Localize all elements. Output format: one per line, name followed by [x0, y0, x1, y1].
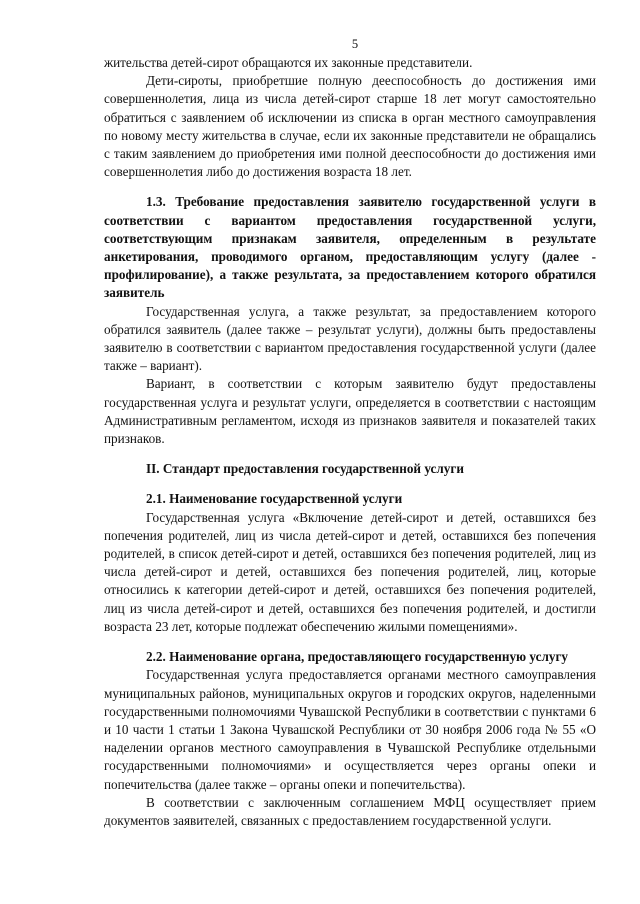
paragraph-variant-determination: Вариант, в соответствии с которым заявителю будут предоставлены государственная услуга и результат услуги, определяется в соответствии с настоящим Административным регламентом, исходя из признаков заявителя и показателей таких признаков.: [104, 376, 596, 447]
paragraph-providing-authority: Государственная услуга предоставляется органами местного самоуправления муниципальных районов, муниципальных округов и городских округов, наделенными государственными полномочиями Чувашской Республики в соответствии с пунктами 6 и 10 части 1 статьи 1 Закона Чувашской Республики от 30 ноября 2006 года № 55 «О наделении органов местного самоуправления в Чувашской Республике отдельными государственными полномочиями» и осуществляется через органы опеки и попечительства (далее также – органы опеки и попечительства).: [104, 667, 596, 792]
paragraph-service-name: Государственная услуга «Включение детей-сирот и детей, оставшихся без попечения родителей, лиц из числа детей-сирот и детей, оставшихся без попечения родителей, в список детей-сирот и детей, оставшихся без попечения родителей, лиц из числа детей-сирот и детей, оставшихся без попечения родителей, лиц, которые относились к категории детей-сирот и детей, оставшихся без попечения родителей, лиц из числа детей-сирот и детей, оставшихся без попечения родителей, и достигли возраста 23 лет, которые подлежат обеспечению жилыми помещениями».: [104, 509, 596, 634]
section-heading-2-2: 2.2. Наименование органа, предоставляющего государственную услугу: [146, 649, 569, 665]
page-number: 5: [351, 37, 359, 51]
paragraph-mfc-agreement: В соответствии с заключенным соглашением МФЦ осуществляет прием документов заявителей, связанных с предоставлением государственной услуги.: [104, 794, 596, 828]
chapter-heading-ii: II. Стандарт предоставления государственной услуги: [146, 461, 464, 477]
paragraph-continuation: жительства детей-сирот обращаются их законные представители.: [104, 55, 473, 70]
paragraph-orphans-self-application: Дети-сироты, приобретшие полную дееспособность до достижения ими совершеннолетия, лица из числа детей-сирот старше 18 лет могут самостоятельно обратиться с заявлением об исключении из списка в орган местного самоуправления по новому месту жительства в случае, если их законные представители не обращались с таким заявлением до приобретения ими полной дееспособности до достижения ими совершеннолетия либо до достижения возраста 18 лет.: [104, 73, 596, 180]
section-heading-2-1: 2.1. Наименование государственной услуги: [146, 491, 403, 507]
section-heading-1-3: 1.3. Требование предоставления заявителю государственной услуги в соответствии с вариантом предоставления государственной услуги, соответствующим признакам заявителя, определенным в результате анкетирования, проводимого органом, предоставляющим услугу (далее - профилирование), а также результата, за предоставлением которого обратился заявитель: [104, 194, 596, 301]
paragraph-service-variant: Государственная услуга, а также результат, за предоставлением которого обратился заявитель (далее также – результат услуги), должны быть предоставлены заявителю в соответствии с вариантом предоставления государственной услуги (далее также – вариант).: [104, 303, 596, 374]
